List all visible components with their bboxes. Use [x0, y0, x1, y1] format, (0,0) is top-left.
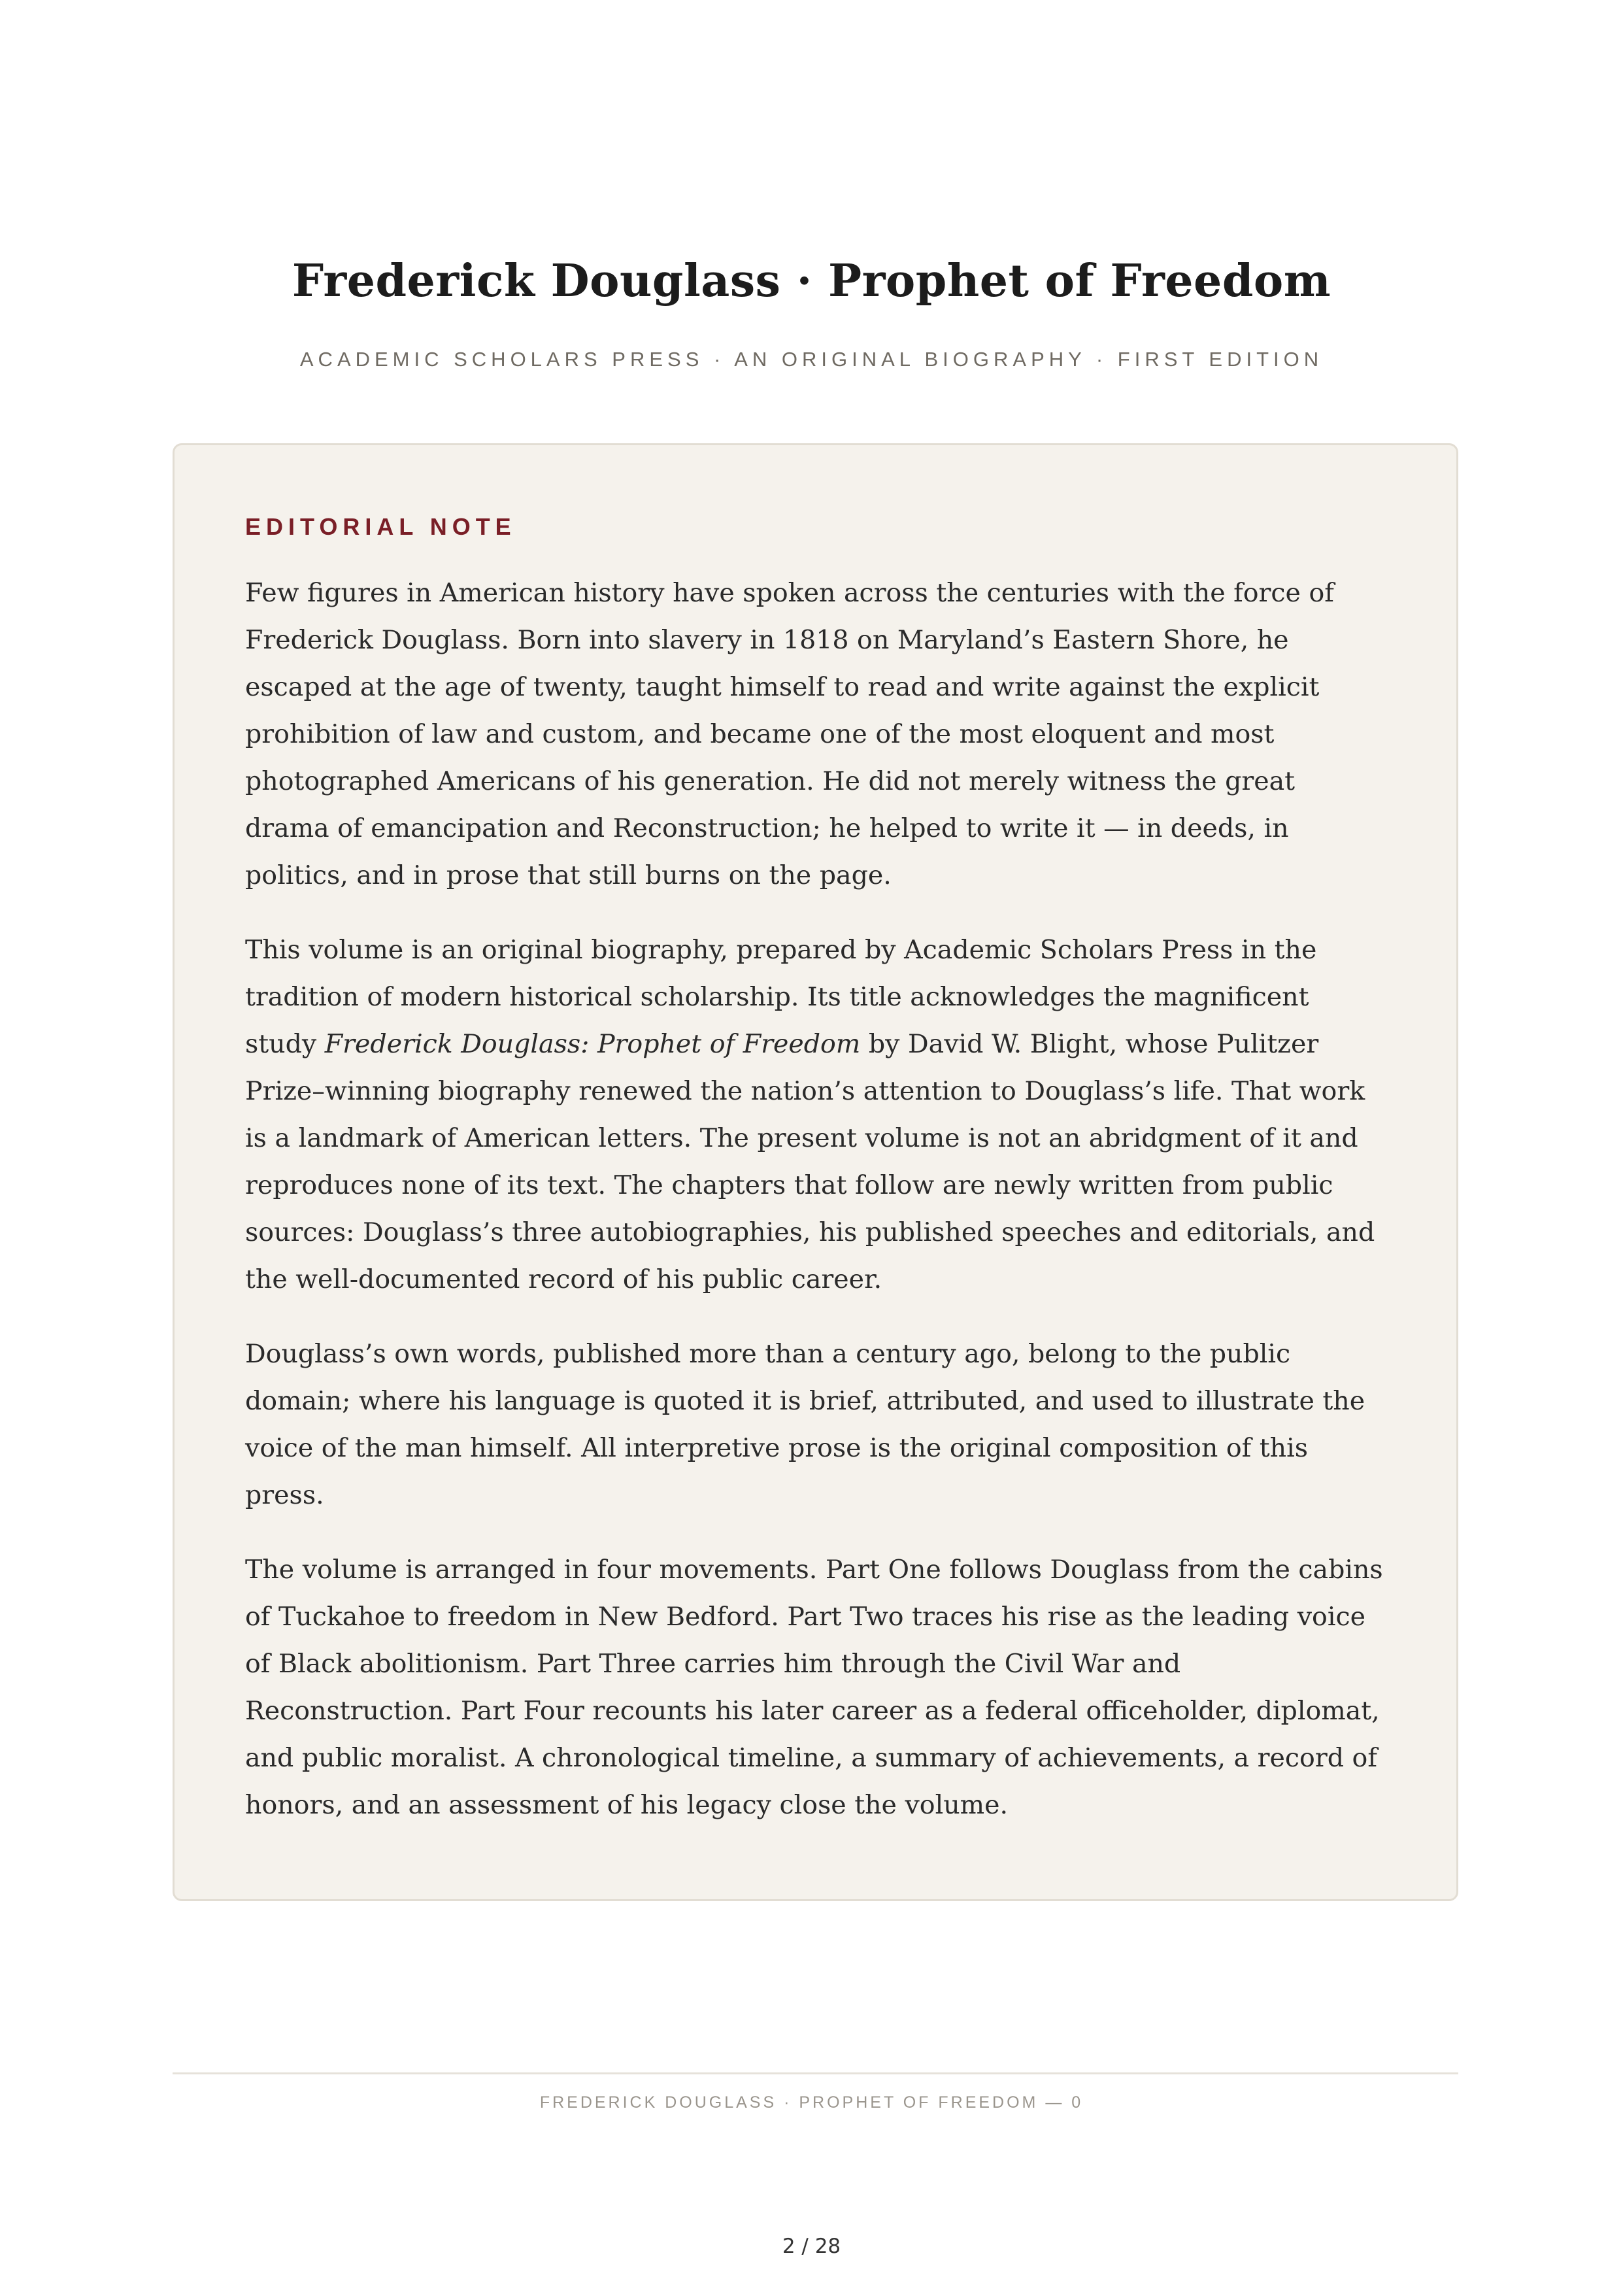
footer-divider — [173, 2072, 1458, 2074]
editorial-note-paragraph-1: Few figures in American history have spoken across the centuries with the force of Frederick Douglass. Born into slavery in 1818 on Maryland’s Eastern Shore, he escaped at the age of twenty, taught himself to read and write against the explicit prohibition of law and custom, and became one of the most eloquent and most photographed Americans of his generation. He did not merely witness the great drama of emancipation and Reconstruction; he helped to write it — in deeds, in politics, and in prose that still burns on the page. — [245, 578, 1334, 890]
editorial-note-box — [173, 443, 1458, 1901]
page-indicator: 2 / 28 — [782, 2235, 841, 2258]
cited-work-title: Frederick Douglass: Prophet of Freedom — [324, 1029, 861, 1059]
paragraph-2-text-start: This volume is an original biography, prepared by Academic Scholars Press in the tradition of modern historical scholarship. Its title acknowledges the magnificent study — [245, 935, 1317, 1059]
editorial-note-heading: EDITORIAL NOTE — [245, 513, 516, 540]
document-subtitle: ACADEMIC SCHOLARS PRESS · AN ORIGINAL BIOGRAPHY · FIRST EDITION — [299, 348, 1324, 371]
editorial-note-paragraph-2 — [245, 926, 1386, 1303]
editorial-note-paragraph-4: The volume is arranged in four movements. Part One follows Douglass from the cabins of Tuckahoe to freedom in New Bedford. Part Two traces his rise as the leading voice of Black abolitionism. Part Three carries him through the Civil War and Reconstruction. Part Four recounts his later career as a federal officeholder, diplomat, and public moralist. A chronological timeline, a summary of achievements, a record of honors, and an assessment of his legacy close the volume. — [245, 1555, 1383, 1820]
document-title: Frederick Douglass · Prophet of Freedom — [292, 255, 1331, 307]
running-footer: FREDERICK DOUGLASS · PROPHET OF FREEDOM — 0 — [539, 2093, 1084, 2112]
paragraph-2-text-end: by David W. Blight, whose Pulitzer Prize–winning biography renewed the nation’s attention to Douglass’s life. That work is a landmark of American letters. The present volume is not an abridgment of it and reproduces none of its text. The chapters that follow are newly written from public sources: Douglass’s three autobiographies, his published speeches and editorials, and the well-documented record of his public career. — [245, 1029, 1375, 1294]
editorial-note-paragraph-3: Douglass’s own words, published more than a century ago, belong to the public domain; where his language is quoted it is brief, attributed, and used to illustrate the voice of the man himself. All interpretive prose is the original composition of this press. — [245, 1339, 1365, 1510]
